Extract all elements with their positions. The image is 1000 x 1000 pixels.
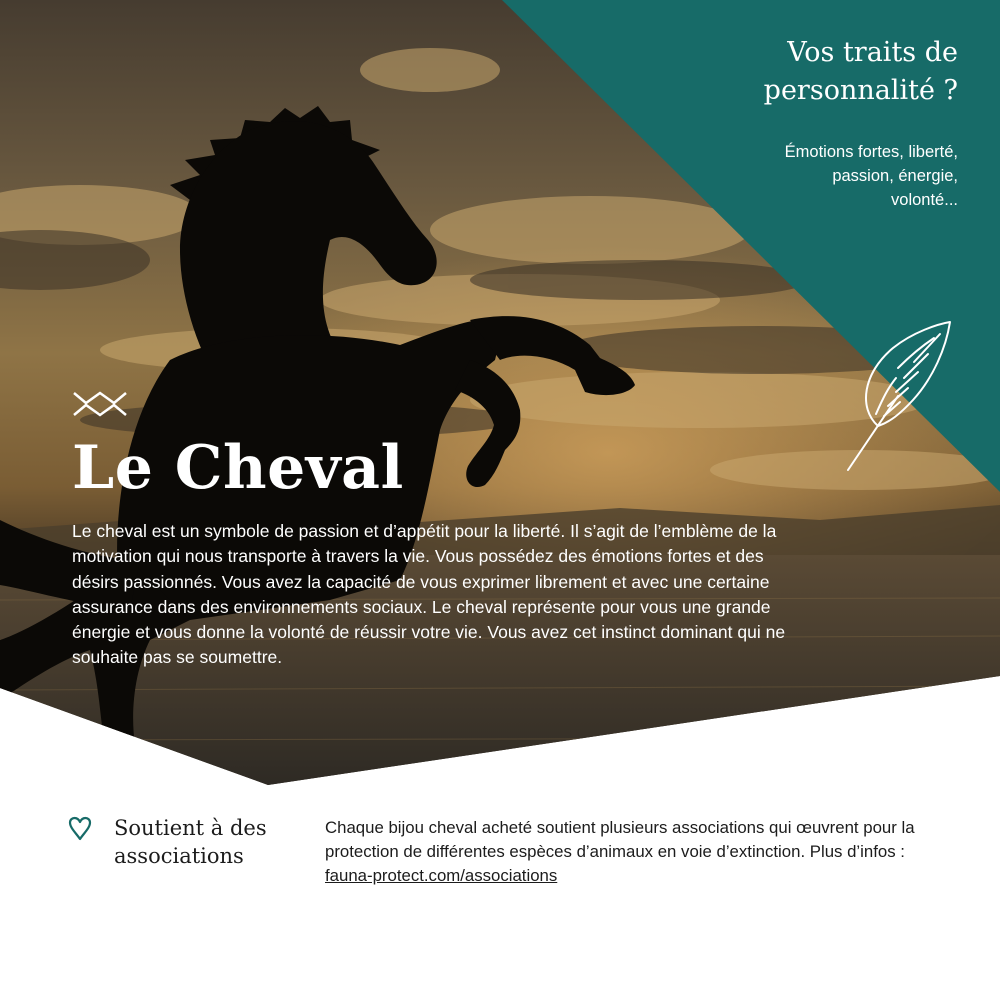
support-title-line1: Soutient à des — [114, 816, 267, 840]
associations-link[interactable]: fauna-protect.com/associations — [325, 866, 558, 885]
traits-title — [658, 34, 958, 110]
traits-text-line3: volonté... — [891, 191, 958, 209]
heart-icon — [68, 816, 92, 842]
traits-text-line1: Émotions fortes, liberté, — [784, 143, 958, 161]
support-title — [114, 814, 304, 870]
support-text-body: Chaque bijou cheval acheté soutient plusieurs associations qui œuvrent pour la protection de différentes espèces d’animaux en voie d’extinction. Plus d’infos : — [325, 818, 915, 861]
chevron-icon — [72, 389, 128, 417]
feather-icon — [838, 318, 958, 478]
support-text — [325, 816, 945, 888]
traits-title-line2: personnalité ? — [763, 75, 958, 106]
traits-text — [708, 140, 958, 212]
description-text: Le cheval est un symbole de passion et d’appétit pour la liberté. Il s’agit de l’emblème de la motivation qui nous transporte à travers la vie. Vous possédez des émotions fortes et des désirs passionnés. Vous avez la capacité de vous exprimer librement et avec une certaine assurance dans des environnements sociaux. Le cheval représente pour vous une grande énergie et vous donne la volonté de réussir votre vie. Vous avez cet instinct dominant qui ne souhaite pas se soumettre. — [72, 521, 786, 668]
support-title-line2: associations — [114, 844, 244, 868]
traits-title-line1: Vos traits de — [787, 37, 958, 68]
traits-text-line2: passion, énergie, — [832, 167, 958, 185]
main-title: Le Cheval — [72, 433, 404, 503]
